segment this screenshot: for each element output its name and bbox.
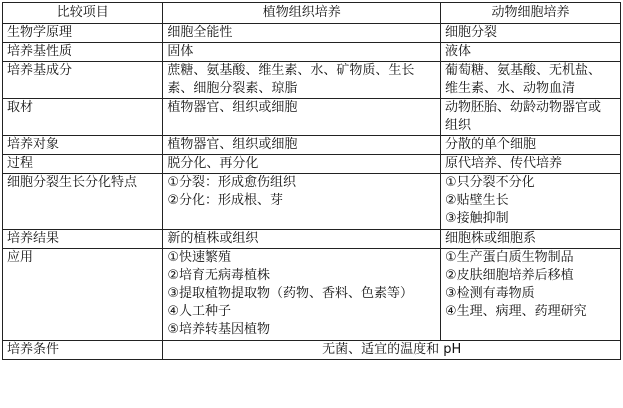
animal-cell: [441, 136, 621, 155]
cell-line: 蔗糖、氨基酸、维生素、水、矿物质、生长: [167, 63, 415, 78]
cell-line: 细胞分裂: [445, 25, 498, 40]
animal-cell: [441, 43, 621, 62]
cell-line: 维生素、水、动物血清: [445, 81, 576, 96]
row-label: 培养基性质: [3, 43, 163, 62]
culture-conditions-cell: 无菌、适宜的温度和 pH: [163, 341, 621, 360]
table-row: [3, 174, 621, 230]
row-label: 培养条件: [3, 341, 163, 360]
header-plant-culture: 植物组织培养: [163, 3, 441, 24]
cell-line: 细胞全能性: [167, 25, 233, 40]
cell-line: 组织: [445, 118, 472, 133]
table-row: [3, 24, 621, 43]
table-row: [3, 249, 621, 341]
cell-line: 液体: [445, 44, 472, 59]
row-label: 培养结果: [3, 230, 163, 249]
cell-line: ①快速繁殖: [167, 250, 232, 265]
row-label: 培养对象: [3, 136, 163, 155]
cell-line: 植物器官、组织或细胞: [167, 137, 298, 152]
cell-line: 原代培养、传代培养: [445, 156, 563, 171]
cell-line: 分散的单个细胞: [445, 137, 537, 152]
cell-line: ②皮肤细胞培养后移植: [445, 268, 574, 283]
cell-line: ①只分裂不分化: [445, 175, 535, 190]
plant-cell: [163, 174, 441, 230]
table-row: [3, 99, 621, 136]
plant-cell: [163, 24, 441, 43]
animal-cell: [441, 174, 621, 230]
cell-line: 固体: [167, 44, 194, 59]
cell-line: 葡萄糖、氨基酸、无机盐、: [445, 63, 602, 78]
row-label: 生物学原理: [3, 24, 163, 43]
header-row: [3, 3, 621, 24]
plant-cell: [163, 43, 441, 62]
header-compare-item: 比较项目: [3, 3, 163, 24]
animal-cell: [441, 24, 621, 43]
plant-cell: [163, 155, 441, 174]
cell-line: ④生理、病理、药理研究: [445, 304, 587, 319]
row-label: 培养基成分: [3, 62, 163, 99]
animal-cell: [441, 230, 621, 249]
row-label: 取材: [3, 99, 163, 136]
cell-line: ③接触抑制: [445, 211, 509, 226]
cell-line: 脱分化、再分化: [167, 156, 259, 171]
table-row: [3, 136, 621, 155]
header-animal-culture: 动物细胞培养: [441, 3, 621, 24]
plant-cell: [163, 136, 441, 155]
plant-cell: [163, 230, 441, 249]
animal-cell: [441, 155, 621, 174]
table-row: [3, 62, 621, 99]
plant-cell: [163, 99, 441, 136]
table-row: [3, 43, 621, 62]
plant-cell: [163, 249, 441, 341]
row-label: 细胞分裂生长分化特点: [3, 174, 163, 230]
animal-cell: [441, 62, 621, 99]
animal-cell: [441, 249, 621, 341]
cell-line: 新的植株或组织: [167, 231, 259, 246]
cell-line: ④人工种子: [167, 304, 232, 319]
cell-line: ②贴壁生长: [445, 193, 509, 208]
cell-line: 动物胚胎、幼龄动物器官或: [445, 100, 602, 115]
cell-line: ③检测有毒物质: [445, 286, 535, 301]
cell-line: ⑤培养转基因植物: [167, 322, 271, 337]
table-row: [3, 230, 621, 249]
cell-line: ②分化：形成根、芽: [167, 193, 284, 208]
animal-cell: [441, 99, 621, 136]
cell-line: ①生产蛋白质生物制品: [445, 250, 574, 265]
cell-line: ①分裂：形成愈伤组织: [167, 175, 297, 190]
plant-cell: [163, 62, 441, 99]
comparison-table: [2, 2, 621, 360]
cell-line: 素、细胞分裂素、琼脂: [167, 81, 298, 96]
row-label: 应用: [3, 249, 163, 341]
footer-row: [3, 341, 621, 360]
cell-line: ③提取植物提取物（药物、香料、色素等）: [167, 286, 414, 301]
table-row: [3, 155, 621, 174]
row-label: 过程: [3, 155, 163, 174]
cell-line: 细胞株或细胞系: [445, 231, 537, 246]
cell-line: ②培育无病毒植株: [167, 268, 271, 283]
cell-line: 植物器官、组织或细胞: [167, 100, 298, 115]
